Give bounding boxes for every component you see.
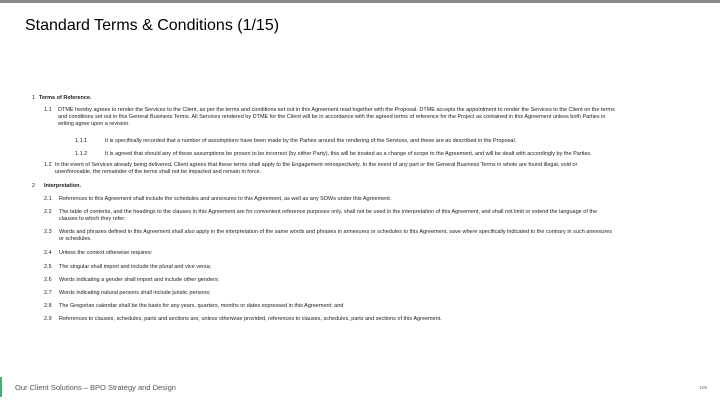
page-number: 106: [699, 385, 707, 390]
footer-label: Our Client Solutions – BPO Strategy and Design: [15, 383, 176, 392]
section-2-heading: Interpretation.: [44, 183, 81, 189]
section-1-number: 1: [32, 95, 36, 101]
section-1-heading: Terms of Reference.: [39, 95, 92, 101]
section-2-number: 2: [32, 183, 36, 189]
footer-accent-bar: [0, 377, 2, 397]
page-title: Standard Terms & Conditions (1/15): [25, 17, 280, 34]
top-divider: [0, 0, 720, 3]
